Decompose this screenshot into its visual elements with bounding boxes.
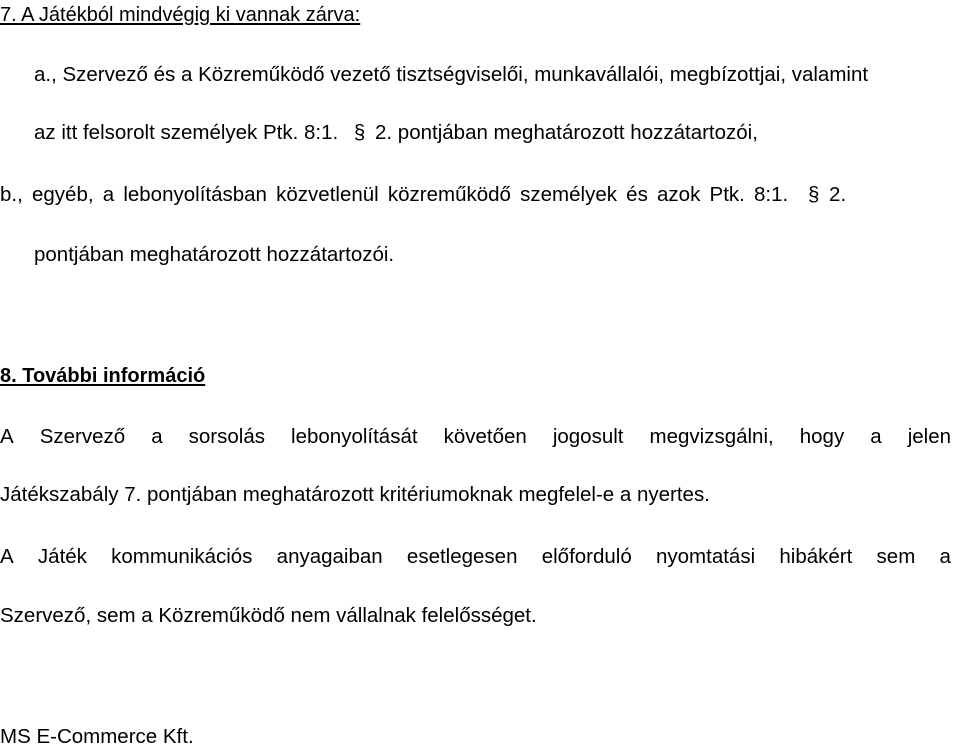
- item-b-text-post: 2.: [829, 183, 847, 206]
- word: anyagaiban: [276, 545, 383, 568]
- word: Játék: [37, 545, 87, 568]
- word: a: [870, 425, 882, 448]
- word: előforduló: [541, 545, 632, 568]
- word: esetlegesen: [406, 545, 518, 568]
- word: sem: [876, 545, 916, 568]
- item-a-text-post: 2. pontjában meghatározott hozzátartozói,: [375, 121, 758, 144]
- word: hogy: [799, 425, 845, 448]
- word: jelen: [907, 425, 951, 448]
- section-8-para2-line1: [0, 545, 951, 569]
- word: Szervező: [39, 425, 126, 448]
- section-7-item-b-line1: [0, 183, 846, 207]
- section-8-heading: 8. További információ: [0, 365, 206, 387]
- word: megvizsgálni,: [649, 425, 774, 448]
- word: követően: [443, 425, 527, 448]
- section-7-item-a-line1: a., Szervező és a Közreműködő vezető tisztségviselői, munkavállalói, megbízottjai, valamint: [34, 63, 869, 86]
- section-7-item-a-line2: [34, 121, 758, 145]
- word: a: [151, 425, 163, 448]
- section-7-heading: 7. A Játékból mindvégig ki vannak zárva:: [0, 4, 361, 26]
- word: nyomtatási: [656, 545, 756, 568]
- word: jogosult: [552, 425, 624, 448]
- word: A: [0, 425, 14, 448]
- company-name: MS E-Commerce Kft.: [0, 725, 194, 748]
- word: lebonyolítását: [291, 425, 418, 448]
- word: hibákért: [779, 545, 853, 568]
- word: sorsolás: [188, 425, 265, 448]
- section-8-para2-line2: Szervező, sem a Közreműködő nem vállalnak felelősséget.: [0, 604, 537, 627]
- word: a: [939, 545, 951, 568]
- section-8-para1-line1: [0, 425, 951, 449]
- word: A: [0, 545, 14, 568]
- section-8-para1-line2: Játékszabály 7. pontjában meghatározott kritériumoknak megfelel-e a nyertes.: [0, 483, 710, 506]
- paragraph-sign: §: [807, 183, 820, 206]
- word: kommunikációs: [111, 545, 253, 568]
- item-a-text-pre: az itt felsorolt személyek Ptk. 8:1.: [34, 121, 339, 144]
- item-b-text-pre: b., egyéb, a lebonyolításban közvetlenül közreműködő személyek és azok Ptk. 8:1.: [0, 183, 789, 206]
- section-7-item-b-line2: pontjában meghatározott hozzátartozói.: [34, 243, 395, 266]
- paragraph-sign: §: [353, 121, 366, 144]
